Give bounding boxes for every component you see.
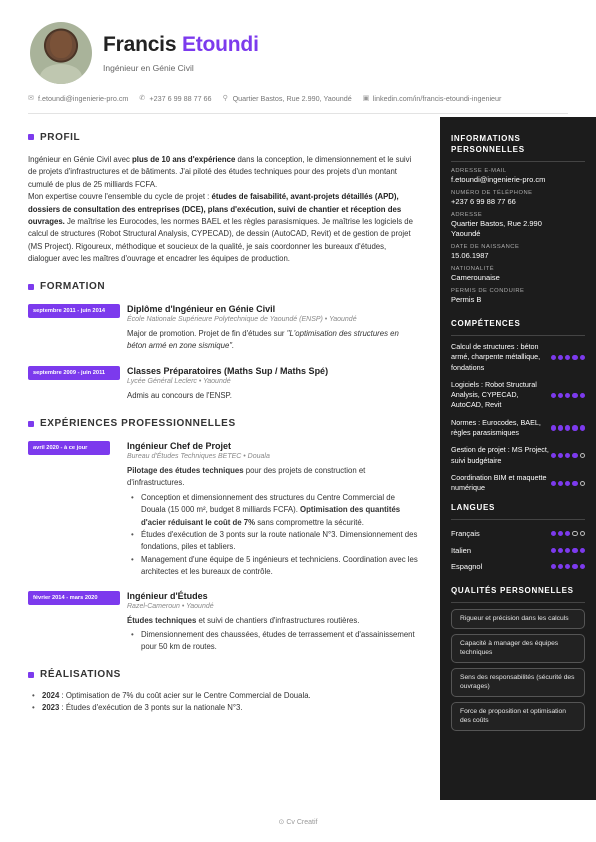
filled-dot-icon [551, 425, 556, 430]
profile-photo [30, 22, 92, 84]
section-title-text: RÉALISATIONS [40, 669, 121, 681]
contact-email-text: f.etoundi@ingenierie-pro.cm [38, 94, 129, 103]
field-label: ADRESSE E-MAIL [451, 168, 507, 174]
job-title: Ingénieur en Génie Civil [103, 63, 194, 73]
quality-pill: Rigueur et précision dans les calculs [451, 609, 585, 629]
filled-dot-icon [565, 548, 570, 553]
info-field [451, 212, 585, 239]
info-field [451, 266, 585, 283]
filled-dot-icon [565, 355, 570, 360]
skill-row [451, 445, 585, 466]
field-value: Camerounaise [451, 273, 500, 282]
quality-pill: Sens des responsabilités (sécurité des ouvrages) [451, 668, 585, 697]
language-label: Espagnol [451, 562, 483, 572]
entry-subtitle: École Nationale Supérieure Polytechnique de Yaoundé (ENSP) • Yaoundé [127, 315, 357, 323]
info-field [451, 190, 585, 207]
filled-dot-icon [558, 481, 563, 486]
section-title-profil [28, 130, 418, 144]
empty-dot-icon [580, 453, 585, 458]
filled-dot-icon [572, 564, 577, 569]
language-row [451, 559, 585, 576]
language-row [451, 526, 585, 543]
list-item [127, 529, 418, 554]
language-label: Français [451, 529, 480, 539]
entry-intro-b: et suivi de chantiers d'infrastructures routières. [196, 615, 360, 625]
realisations-list [28, 690, 418, 715]
list-item [127, 554, 418, 579]
section-title-text: EXPÉRIENCES PROFESSIONNELLES [40, 418, 236, 430]
skill-label: Normes : Eurocodes, BAEL, règles parasismiques [451, 417, 541, 438]
date-badge: septembre 2009 - juin 2011 [28, 366, 120, 380]
filled-dot-icon [558, 355, 563, 360]
realisation-year: 2024 [42, 690, 60, 700]
empty-dot-icon [580, 531, 585, 536]
field-label: PERMIS DE CONDUIRE [451, 288, 525, 294]
realisation-year: 2023 [42, 703, 60, 713]
empty-dot-icon [572, 531, 577, 536]
contact-phone-text: +237 6 99 88 77 66 [149, 94, 212, 103]
experience-entry [28, 441, 418, 579]
profil-p2-b: études de faisabilité, avant-projets détaillés (APD), dossiers de consultation des entreprises (DCE), plans d'exécution, suivi de chantier et réception des ouvrages. [28, 192, 402, 227]
filled-dot-icon [580, 355, 585, 360]
sidebar-title-info: INFORMATIONS PERSONNELLES [451, 134, 525, 154]
realisation-text: : Études d'exécution de 3 ponts sur la nationale N°3. [59, 703, 243, 713]
filled-dot-icon [580, 548, 585, 553]
main-column [28, 130, 418, 715]
section-marker-icon [28, 134, 34, 140]
field-label: DATE DE NAISSANCE [451, 244, 520, 250]
entry-subtitle: Razel-Cameroun • Yaoundé [127, 602, 214, 610]
entry-subtitle: Bureau d'Études Techniques BETEC • Douala [127, 452, 270, 460]
section-marker-icon [28, 421, 34, 427]
profil-p1-c: dans la conception, le dimensionnement et le suivi de projets d'infrastructures et de bâtiments. J'ai piloté des études techniques pour des projets d'un montant cumulé de plus de 25 milliards FCFA. [28, 155, 412, 189]
filled-dot-icon [580, 564, 585, 569]
rating-dots [551, 481, 585, 486]
filled-dot-icon [565, 564, 570, 569]
field-value[interactable]: f.etoundi@ingenierie-pro.cm [451, 175, 546, 184]
profil-p1-b: plus de 10 ans d'expérience [132, 155, 236, 164]
rating-dots [551, 548, 585, 553]
filled-dot-icon [558, 425, 563, 430]
bullet-text: Dimensionnement des chaussées, études de terrassement et d'assainissement pour 50 km de routes. [141, 629, 415, 652]
skill-label: Gestion de projet : MS Project, suivi budgétaire [451, 445, 549, 465]
bullet-list [127, 492, 418, 579]
date-badge: février 2014 - mars 2020 [28, 591, 120, 605]
bullet-text: Management d'une équipe de 5 ingénieurs et techniciens. Coordination avec les architectes et les bureaux de contrôle. [141, 554, 418, 577]
info-field [451, 168, 585, 185]
sidebar-title-qualities: QUALITÉS PERSONNELLES [451, 586, 574, 596]
filled-dot-icon [580, 425, 585, 430]
skill-label: Coordination BIM et maquette numérique [451, 472, 547, 493]
filled-dot-icon [565, 531, 570, 536]
profil-p2-a: Mon expertise couvre l'ensemble du cycle de projet : [28, 192, 212, 202]
rating-dots [551, 564, 585, 569]
filled-dot-icon [572, 481, 577, 486]
profil-p1-a: Ingénieur en Génie Civil avec [28, 155, 133, 164]
skill-label: Logiciels : Robot Structural Analysis, CYPECAD, AutoCAD, Revit [451, 379, 537, 410]
languages-list [451, 526, 585, 576]
photo-head [50, 31, 72, 58]
contact-phone[interactable] [139, 94, 211, 103]
entry-text-b: "L'optimisation des structures en béton armé en zone sismique". [127, 328, 399, 351]
list-item [127, 492, 418, 529]
list-item [127, 629, 418, 654]
contact-address [223, 94, 352, 103]
entry-intro-a: Études techniques [127, 615, 197, 625]
section-marker-icon [28, 284, 34, 290]
contact-row [28, 94, 501, 103]
contact-linkedin-text: linkedin.com/in/francis-etoundi-ingenieur [372, 94, 502, 103]
info-field [451, 288, 585, 305]
section-title-experiences [28, 417, 418, 431]
entry-text [127, 328, 418, 353]
filled-dot-icon [551, 481, 556, 486]
cv-header [0, 0, 596, 117]
header-divider [28, 113, 568, 114]
first-name: Francis [103, 33, 177, 56]
entry-text-a: Major de promotion. Projet de fin d'études sur [127, 328, 287, 338]
formation-entry [28, 366, 418, 402]
location-icon: ⚲ [222, 95, 228, 102]
footer-credit[interactable]: ⊙ Cv Creatif [278, 819, 318, 826]
bullet-text-end: sans compromettre la sécurité. [255, 517, 364, 527]
bullet-bold: Optimisation des quantités d'acier réduisant le coût de 7% [141, 505, 401, 527]
photo-shirt [40, 64, 82, 84]
filled-dot-icon [572, 393, 577, 398]
entry-title: Ingénieur Chef de Projet [127, 440, 232, 451]
contact-address-text: Quartier Bastos, Rue 2.990, Yaoundé [232, 94, 352, 103]
filled-dot-icon [551, 564, 556, 569]
sidebar-divider [451, 602, 585, 603]
entry-text [127, 390, 418, 402]
rating-dots [551, 393, 585, 398]
bullet-list [127, 629, 418, 654]
profil-p2-c: Je maîtrise les Eurocodes, les normes BAEL et les règles parasismiques. Je maîtrise les logiciels de calcul de structures (Robot Structural Analysis, CYPECAD), de dessin (AutoCAD, Revit) et de gestion de projet (MS Project). Rigoureux, méthodique et soucieux de la qualité, je sais coordonner les bureaux d'études, dialoguer avec les maîtres d'ouvrage et encadrer les équipes de production. [28, 217, 413, 264]
filled-dot-icon [565, 481, 570, 486]
filled-dot-icon [580, 393, 585, 398]
qualities-list [451, 609, 585, 731]
filled-dot-icon [572, 548, 577, 553]
field-label: NUMÉRO DE TÉLÉPHONE [451, 190, 533, 196]
filled-dot-icon [558, 531, 563, 536]
realisation-text: : Optimisation de 7% du coût acier sur le Centre Commercial de Douala. [59, 690, 311, 700]
sidebar-divider [451, 161, 585, 162]
skills-list [451, 342, 585, 494]
filled-dot-icon [551, 453, 556, 458]
list-item [28, 702, 418, 714]
date-badge: septembre 2011 - juin 2014 [28, 304, 120, 318]
quality-pill: Capacité à manager des équipes techniques [451, 634, 585, 663]
bullet-text: Conception et dimensionnement des structures du Centre Commercial de Douala (15 000 m², budget 8 milliards FCFA). [141, 492, 395, 515]
field-label: NATIONALITÉ [451, 266, 495, 272]
bullet-text: Études d'exécution de 3 ponts sur la route nationale N°3. Dimensionnement des fondations, piles et tabliers. [141, 529, 418, 552]
field-label: ADRESSE [451, 212, 483, 218]
sidebar-divider [451, 335, 585, 336]
sidebar-title-skills: COMPÉTENCES [451, 319, 521, 328]
rating-dots [551, 355, 585, 360]
section-marker-icon [28, 672, 34, 678]
section-title-text: PROFIL [40, 131, 81, 143]
entry-subtitle: Lycée Général Leclerc • Yaoundé [127, 378, 231, 386]
filled-dot-icon [565, 393, 570, 398]
filled-dot-icon [558, 548, 563, 553]
filled-dot-icon [565, 425, 570, 430]
language-label: Italien [451, 545, 472, 555]
field-value: 15.06.1987 [451, 251, 489, 260]
filled-dot-icon [551, 355, 556, 360]
section-title-text: FORMATION [40, 281, 106, 293]
filled-dot-icon [551, 531, 556, 536]
field-value: Permis B [451, 295, 482, 304]
rating-dots [551, 531, 585, 536]
empty-dot-icon [580, 481, 585, 486]
phone-icon: ✆ [139, 95, 146, 102]
language-row [451, 542, 585, 559]
field-value[interactable]: +237 6 99 88 77 66 [451, 197, 516, 206]
sidebar [440, 117, 596, 800]
section-title-formation [28, 280, 418, 294]
entry-intro-b: pour des projets de construction et d'infrastructures. [127, 465, 366, 488]
filled-dot-icon [558, 453, 563, 458]
entry-title: Classes Préparatoires (Maths Sup / Maths Spé) [127, 366, 329, 377]
profil-text [28, 154, 418, 266]
contact-email[interactable] [28, 94, 128, 103]
experience-entry [28, 591, 418, 654]
filled-dot-icon [558, 564, 563, 569]
entry-text [127, 465, 418, 490]
entry-text [127, 615, 418, 627]
filled-dot-icon [558, 393, 563, 398]
list-item [28, 690, 418, 702]
filled-dot-icon [551, 393, 556, 398]
sidebar-title-languages: LANGUES [451, 502, 496, 512]
rating-dots [551, 453, 585, 458]
skill-row [451, 380, 585, 411]
rating-dots [551, 425, 585, 430]
field-value: Quartier Bastos, Rue 2.990 Yaoundé [451, 219, 542, 238]
entry-text-a: Admis au concours de l'ENSP. [127, 391, 232, 401]
linkedin-icon: ▣ [362, 95, 370, 102]
quality-pill: Force de proposition et optimisation des coûts [451, 702, 585, 731]
skill-row [451, 473, 585, 494]
full-name [103, 33, 259, 57]
date-badge: avril 2020 - à ce jour [28, 441, 110, 455]
section-title-realisations [28, 668, 418, 682]
mail-icon: ✉ [28, 95, 34, 102]
entry-title: Diplôme d'Ingénieur en Génie Civil [127, 303, 276, 314]
info-field [451, 244, 585, 261]
filled-dot-icon [572, 453, 577, 458]
filled-dot-icon [572, 425, 577, 430]
skill-row [451, 418, 585, 439]
sidebar-divider [451, 519, 585, 520]
entry-title: Ingénieur d'Études [127, 590, 208, 601]
filled-dot-icon [551, 548, 556, 553]
skill-label: Calcul de structures : béton armé, charpente métallique, fondations [451, 342, 541, 372]
contact-linkedin[interactable] [363, 94, 502, 103]
filled-dot-icon [572, 355, 577, 360]
entry-intro-a: Pilotage des études techniques [127, 465, 244, 475]
formation-entry [28, 304, 418, 353]
last-name: Etoundi [181, 33, 259, 56]
skill-row [451, 342, 585, 373]
filled-dot-icon [565, 453, 570, 458]
